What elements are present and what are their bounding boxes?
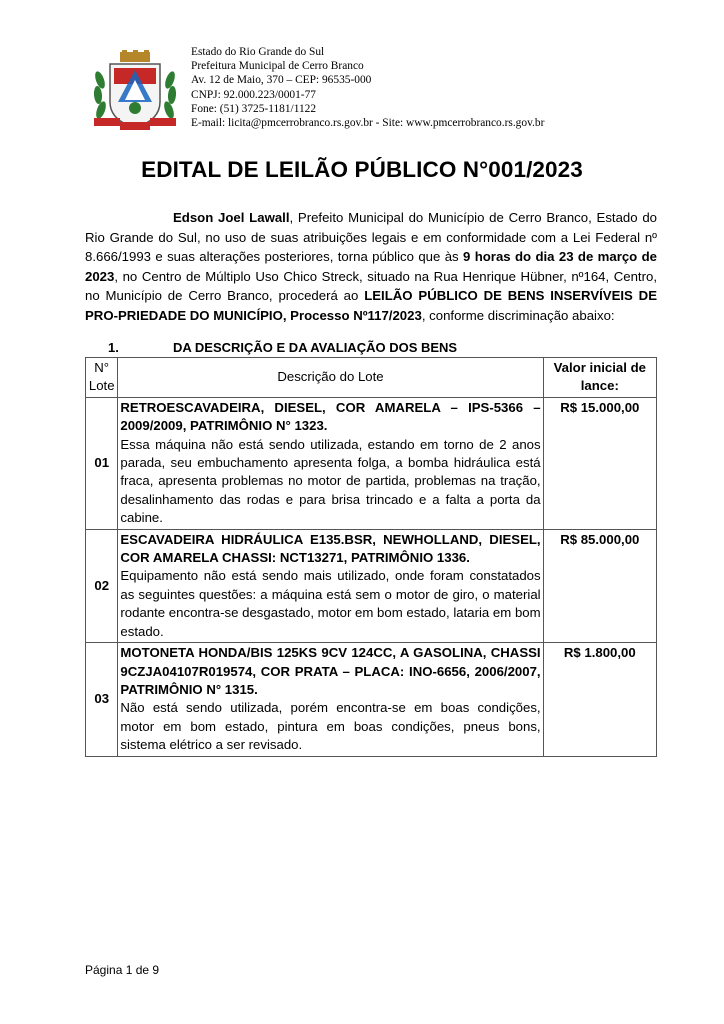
lote-title: RETROESCAVADEIRA, DIESEL, COR AMARELA – IPS-5366 – 2009/2009, PATRIMÔNIO N° 1323. [120, 399, 541, 434]
section-number: 1. [108, 340, 119, 355]
lote-description [118, 529, 543, 642]
lote-body: Essa máquina não está sendo utilizada, estando em torno de 2 anos parada, seu embuchamento apresenta folga, a bomba hidráulica está fraca, apresenta problemas no motor de partida, problemas na tração, desalinhamento das rodas e para brisa trincado e a falta a porta da cabine. [120, 436, 541, 526]
table-header-row [86, 358, 657, 398]
lote-value: R$ 1.800,00 [543, 643, 656, 756]
lote-number: 02 [86, 529, 118, 642]
letterhead-state: Estado do Rio Grande do Sul [191, 46, 325, 58]
page-number: Página 1 de 9 [85, 963, 160, 977]
lote-body: Não está sendo utilizada, porém encontra-se em boas condições, motor em bom estado, pintura em boas condições, pneus bons, sistema elétrico a ser revisado. [120, 700, 541, 753]
municipal-crest-icon [90, 50, 180, 134]
table-row [86, 529, 657, 642]
letterhead [191, 45, 611, 130]
letterhead-address: Av. 12 de Maio, 370 – CEP: 96535-000 [191, 74, 372, 87]
letterhead-prefeitura: Prefeitura Municipal de Cerro Branco [191, 60, 364, 73]
auction-name: LEILÃO PÚBLICO DE BENS INSERVÍVEIS DE PRO-PRIEDADE DO MUNICÍPIO, Processo Nº117/2023 [85, 288, 657, 323]
letterhead-cnpj: CNPJ: 92.000.223/0001-77 [191, 88, 316, 101]
auction-datetime: 9 horas do dia 23 de março de 2023 [85, 249, 657, 284]
intro-text-3: , conforme discriminação abaixo: [421, 307, 615, 323]
lote-number: 03 [86, 643, 118, 756]
header-descricao: Descrição do Lote [118, 358, 543, 398]
letterhead-contact: E-mail: licita@pmcerrobranco.rs.gov.br - Site: www.pmcerrobranco.rs.gov.br [191, 117, 545, 130]
lote-title: MOTONETA HONDA/BIS 125KS 9CV 124CC, A GASOLINA, CHASSI 9CZJA04107R019574, COR PRATA – PLACA: INO-6656, 2006/2007, PATRIMÔNIO N° 1315. [120, 645, 541, 697]
intro-text-2: , no Centro de Múltiplo Uso Chico Streck, situado na Rua Henrique Hübner, nº164, Centro, no Município de Cerro Branco, procederá ao [85, 268, 657, 304]
table-row [86, 643, 657, 756]
header-lote: N° Lote [86, 358, 118, 398]
mayor-name: Edson Joel Lawall [173, 210, 290, 225]
lote-body: Equipamento não está sendo mais utilizado, onde foram constatados as seguintes questões: a máquina está sem o motor de giro, o material rodante encontra-se desgastado, motor em bom estado, lataria em bom estado. [120, 568, 541, 639]
lots-table [85, 357, 657, 757]
section-title: DA DESCRIÇÃO E DA AVALIAÇÃO DOS BENS [173, 340, 458, 355]
lote-value: R$ 85.000,00 [543, 529, 656, 642]
lote-number: 01 [86, 397, 118, 529]
letterhead-phone: Fone: (51) 3725-1181/1122 [191, 102, 317, 115]
lote-description [118, 643, 543, 756]
lote-value: R$ 15.000,00 [543, 397, 656, 529]
intro-text-1: , Prefeito Municipal do Município de Cerro Branco, Estado do Rio Grande do Sul, no uso de suas atribuições legais e em conformidade com a Lei Federal nº 8.666/1993 e suas alterações posteriores, torna público que às [85, 210, 657, 265]
section-heading [108, 340, 457, 355]
header-valor: Valor inicial de lance: [543, 358, 656, 398]
page-title: EDITAL DE LEILÃO PÚBLICO N°001/2023 [141, 157, 583, 182]
table-row [86, 397, 657, 529]
lote-description [118, 397, 543, 529]
intro-paragraph [85, 208, 657, 326]
lote-title: ESCAVADEIRA HIDRÁULICA E135.BSR, NEWHOLLAND, DIESEL, COR AMARELA CHASSI: NCT13271, PATRIMÔNIO 1336. [120, 531, 541, 566]
